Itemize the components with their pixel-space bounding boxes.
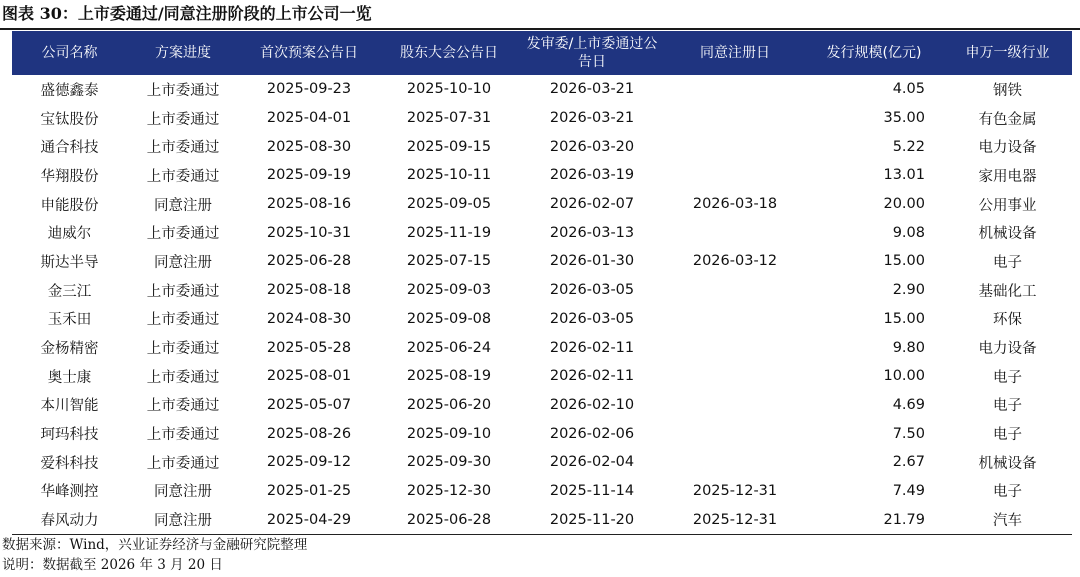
- source-note: 数据来源：Wind，兴业证券经济与金融研究院整理: [2, 537, 308, 553]
- column-header: 首次预案公告日: [239, 31, 379, 75]
- table-cell: [665, 276, 805, 305]
- table-cell: 同意注册: [154, 513, 212, 530]
- table-cell: [665, 218, 805, 247]
- table-cell: 2025-09-19: [266, 167, 352, 184]
- table-cell: 2025-11-14: [549, 482, 635, 499]
- table-cell: 2025-04-01: [266, 110, 352, 127]
- table-cell: 2025-06-20: [406, 396, 492, 413]
- table-cell: 电子: [993, 427, 1022, 444]
- table-cell: 家用电器: [978, 168, 1037, 185]
- table-row: [12, 448, 1072, 477]
- table-cell: 2025-10-31: [266, 224, 352, 241]
- table-cell: 上市委通过: [146, 455, 220, 472]
- table-cell: 上市委通过: [146, 226, 220, 243]
- table-row: [12, 75, 1072, 104]
- table-cell: 钢铁: [993, 82, 1022, 99]
- table-cell: 2026-02-06: [549, 425, 635, 442]
- table-cell: 2025-08-26: [266, 425, 352, 442]
- table-cell: 奥士康: [47, 369, 92, 386]
- figure-title: 图表 30：上市委通过/同意注册阶段的上市公司一览: [2, 4, 372, 23]
- table-cell: 2025-09-03: [406, 282, 492, 299]
- table-cell: 公用事业: [978, 197, 1037, 214]
- table-cell: 2025-09-05: [406, 196, 492, 213]
- table-cell: 2025-08-19: [406, 368, 492, 385]
- table-cell: 2025-12-31: [692, 482, 778, 499]
- table-cell: 2025-11-20: [549, 511, 635, 528]
- table-cell: 9.80: [892, 339, 925, 356]
- table-cell: 2026-02-11: [549, 368, 635, 385]
- table-cell: 2025-09-12: [266, 454, 352, 471]
- table-cell: [665, 448, 805, 477]
- table-cell: 汽车: [993, 513, 1022, 530]
- table-cell: 4.69: [892, 396, 925, 413]
- column-header: 公司名称: [12, 31, 127, 75]
- table-cell: 上市委通过: [146, 427, 220, 444]
- table-cell: 基础化工: [978, 283, 1037, 300]
- table-cell: 5.22: [892, 138, 925, 155]
- table-cell: 本川智能: [40, 398, 99, 415]
- table-row: [12, 276, 1072, 305]
- table-cell: 2025-09-30: [406, 454, 492, 471]
- table-cell: 2025-09-23: [266, 81, 352, 98]
- table-bottom-rule: [12, 534, 1072, 535]
- header-row: [12, 31, 1072, 75]
- table-cell: 2026-03-12: [692, 253, 778, 270]
- table-cell: 2025-09-15: [406, 138, 492, 155]
- table-row: [12, 391, 1072, 420]
- table-cell: 上市委通过: [146, 140, 220, 157]
- table-row: [12, 305, 1072, 334]
- table-cell: 2.67: [892, 454, 925, 471]
- table-cell: 2025-08-01: [266, 368, 352, 385]
- table-cell: 21.79: [883, 511, 925, 528]
- table-cell: 斯达半导: [40, 254, 99, 271]
- table-cell: 上市委通过: [146, 283, 220, 300]
- table-cell: 上市委通过: [146, 111, 220, 128]
- table-row: [12, 477, 1072, 506]
- table-cell: 电力设备: [978, 140, 1037, 157]
- table-cell: 2025-05-07: [266, 396, 352, 413]
- table-cell: 上市委通过: [146, 82, 220, 99]
- table-row: [12, 218, 1072, 247]
- table-cell: 爱科科技: [40, 455, 99, 472]
- table-cell: 2026-02-04: [549, 454, 635, 471]
- table-cell: [665, 161, 805, 190]
- table-cell: 上市委通过: [146, 398, 220, 415]
- table-cell: [665, 362, 805, 391]
- table-row: [12, 132, 1072, 161]
- table-cell: 申能股份: [40, 197, 99, 214]
- table-cell: 2025-08-30: [266, 138, 352, 155]
- table-cell: 同意注册: [154, 197, 212, 214]
- table-cell: 机械设备: [978, 455, 1037, 472]
- table-body: [12, 75, 1072, 534]
- table-cell: 2025-04-29: [266, 511, 352, 528]
- table-cell: 2026-01-30: [549, 253, 635, 270]
- table-cell: 上市委通过: [146, 341, 220, 358]
- column-header: 发审委/上市委通过公告日: [519, 31, 665, 75]
- table-row: [12, 104, 1072, 133]
- table-row: [12, 333, 1072, 362]
- table-cell: 2026-03-05: [549, 282, 635, 299]
- table-cell: 2026-03-21: [549, 81, 635, 98]
- column-header: 申万一级行业: [943, 31, 1072, 75]
- table-cell: 迪威尔: [47, 226, 92, 243]
- table-cell: 华翔股份: [40, 168, 99, 185]
- table-cell: 2026-03-18: [692, 196, 778, 213]
- table-cell: 电子: [993, 398, 1022, 415]
- table-cell: 7.50: [892, 425, 925, 442]
- table-cell: 2.90: [892, 282, 925, 299]
- ipo-table: [12, 31, 1072, 534]
- table-header: [12, 31, 1072, 75]
- table-cell: [665, 132, 805, 161]
- table-cell: 2026-02-11: [549, 339, 635, 356]
- table-cell: [665, 391, 805, 420]
- table-cell: 20.00: [883, 196, 925, 213]
- table-cell: 上市委通过: [146, 168, 220, 185]
- table-cell: 同意注册: [154, 254, 212, 271]
- table-cell: 2025-07-31: [406, 110, 492, 127]
- table-cell: 2026-03-20: [549, 138, 635, 155]
- table-cell: [665, 419, 805, 448]
- table-cell: 2025-09-08: [406, 310, 492, 327]
- column-header: 发行规模(亿元): [805, 31, 943, 75]
- table-cell: 2025-09-10: [406, 425, 492, 442]
- table-cell: 春风动力: [40, 513, 99, 530]
- table-cell: 电子: [993, 369, 1022, 386]
- table-cell: 上市委通过: [146, 312, 220, 329]
- table-cell: [665, 305, 805, 334]
- title-rule: [0, 28, 1080, 30]
- table-cell: 2025-08-18: [266, 282, 352, 299]
- table-cell: 2025-06-28: [266, 253, 352, 270]
- table-cell: 10.00: [883, 368, 925, 385]
- table-cell: 2025-07-15: [406, 253, 492, 270]
- table-cell: 2025-01-25: [266, 482, 352, 499]
- table-cell: 2025-12-31: [692, 511, 778, 528]
- table-cell: 9.08: [892, 224, 925, 241]
- table-cell: 15.00: [883, 253, 925, 270]
- table-row: [12, 419, 1072, 448]
- table-cell: 2026-02-07: [549, 196, 635, 213]
- table-cell: [665, 75, 805, 104]
- table-cell: 宝钛股份: [40, 111, 99, 128]
- table-cell: 2026-03-05: [549, 310, 635, 327]
- table-cell: 2025-11-19: [406, 224, 492, 241]
- table-cell: 13.01: [883, 167, 925, 184]
- table-cell: [665, 104, 805, 133]
- table-cell: 35.00: [883, 110, 925, 127]
- table-row: [12, 161, 1072, 190]
- table-cell: 2024-08-30: [266, 310, 352, 327]
- table-cell: 上市委通过: [146, 369, 220, 386]
- table-cell: 2025-05-28: [266, 339, 352, 356]
- table-cell: 2025-12-30: [406, 482, 492, 499]
- table-cell: 7.49: [892, 482, 925, 499]
- table-row: [12, 362, 1072, 391]
- table-cell: 金三江: [47, 283, 92, 300]
- table-cell: 电子: [993, 484, 1022, 501]
- table-cell: 机械设备: [978, 226, 1037, 243]
- table-cell: 电力设备: [978, 341, 1037, 358]
- table-cell: 2026-03-19: [549, 167, 635, 184]
- table-row: [12, 190, 1072, 219]
- table-cell: 15.00: [883, 310, 925, 327]
- table-cell: 2026-03-13: [549, 224, 635, 241]
- table-cell: 4.05: [892, 81, 925, 98]
- table-cell: 2026-02-10: [549, 396, 635, 413]
- table-row: [12, 247, 1072, 276]
- table-cell: 2025-10-11: [406, 167, 492, 184]
- table-row: [12, 505, 1072, 534]
- table-cell: 2025-10-10: [406, 81, 492, 98]
- table-cell: [665, 333, 805, 362]
- table-cell: 有色金属: [978, 111, 1037, 128]
- table-cell: 环保: [993, 312, 1022, 329]
- table-cell: 电子: [993, 254, 1022, 271]
- table-cell: 盛德鑫泰: [40, 82, 99, 99]
- date-note: 说明：数据截至 2026 年 3 月 20 日: [2, 557, 223, 573]
- table-cell: 2025-06-28: [406, 511, 492, 528]
- table-cell: 珂玛科技: [40, 427, 99, 444]
- table-cell: 金杨精密: [40, 341, 99, 358]
- table-cell: 2026-03-21: [549, 110, 635, 127]
- table-cell: 2025-06-24: [406, 339, 492, 356]
- table-cell: 华峰测控: [40, 484, 99, 501]
- table-cell: 玉禾田: [47, 312, 92, 329]
- column-header: 方案进度: [127, 31, 239, 75]
- table-cell: 同意注册: [154, 484, 212, 501]
- table-cell: 通合科技: [40, 140, 99, 157]
- table-cell: 2025-08-16: [266, 196, 352, 213]
- column-header: 股东大会公告日: [379, 31, 519, 75]
- column-header: 同意注册日: [665, 31, 805, 75]
